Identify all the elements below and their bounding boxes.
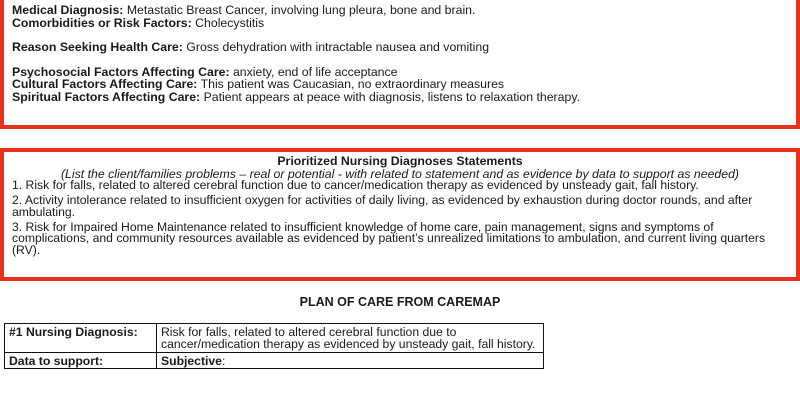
subjective-label: Subjective (161, 353, 222, 368)
psychosocial-label: Psychosocial Factors Affecting Care: (12, 64, 230, 79)
spiritual-label: Spiritual Factors Affecting Care: (12, 89, 201, 104)
reason-row (12, 41, 788, 54)
data-support-label: Data to support: (5, 352, 157, 368)
spiritual-row (12, 91, 788, 104)
comorbidities-value: Cholecystitis (195, 15, 265, 30)
cultural-label: Cultural Factors Affecting Care: (12, 77, 198, 92)
table-row (5, 324, 544, 353)
diagnosis-item-3: 3. Risk for Impaired Home Maintenance related to insufficient knowledge of home care, pain management, signs and symptoms of complications, and community resources available as evidenced by patient’s unrealized limitations to ambulation, and current living quarters (RV). (12, 219, 766, 258)
patient-info-box (0, 0, 800, 129)
comorbidities-label: Comorbidities or Risk Factors: (12, 15, 192, 30)
nursing-diagnosis-value: Risk for falls, related to altered cerebral function due to cancer/medication therapy as evidenced by unsteady gait, fall history. (157, 324, 544, 353)
diagnosis-item-1: 1. Risk for falls, related to altered cerebral function due to cancer/medication therapy as evidenced by unsteady gait, fall history. (12, 178, 699, 193)
medical-diagnosis-value: Metastatic Breast Cancer, involving lung pleura, bone and brain. (126, 3, 476, 17)
plan-title: PLAN OF CARE FROM CAREMAP (299, 295, 501, 309)
diagnoses-title: Prioritized Nursing Diagnoses Statements (277, 154, 523, 168)
psychosocial-value: anxiety, end of life acceptance (232, 64, 398, 79)
reason-value: Gross dehydration with intractable nausea and vomiting (186, 40, 490, 55)
diagnosis-item-2: 2. Activity intolerance related to insufficient oxygen for activities of daily living, as evidenced by exhaustion during doctor rounds, and after ambulating. (12, 192, 753, 219)
comorbidities-row (12, 17, 788, 30)
table-row (5, 352, 544, 368)
nursing-diagnosis-label: #1 Nursing Diagnosis: (5, 324, 157, 353)
plan-table (4, 323, 544, 369)
spiritual-value: Patient appears at peace with diagnosis, listens to relaxation therapy. (203, 89, 580, 104)
diagnoses-instructions: (List the client/families problems – real or potential - with related to statement and as evidence by data to support as needed) (60, 166, 740, 181)
reason-label: Reason Seeking Health Care: (12, 40, 183, 55)
cultural-value: This patient was Caucasian, no extraordinary measures (200, 77, 505, 92)
medical-diagnosis-label: Medical Diagnosis: (12, 3, 124, 17)
subjective-colon: : (221, 353, 226, 368)
nursing-diagnoses-box (0, 148, 800, 281)
subjective-cell (157, 352, 544, 368)
